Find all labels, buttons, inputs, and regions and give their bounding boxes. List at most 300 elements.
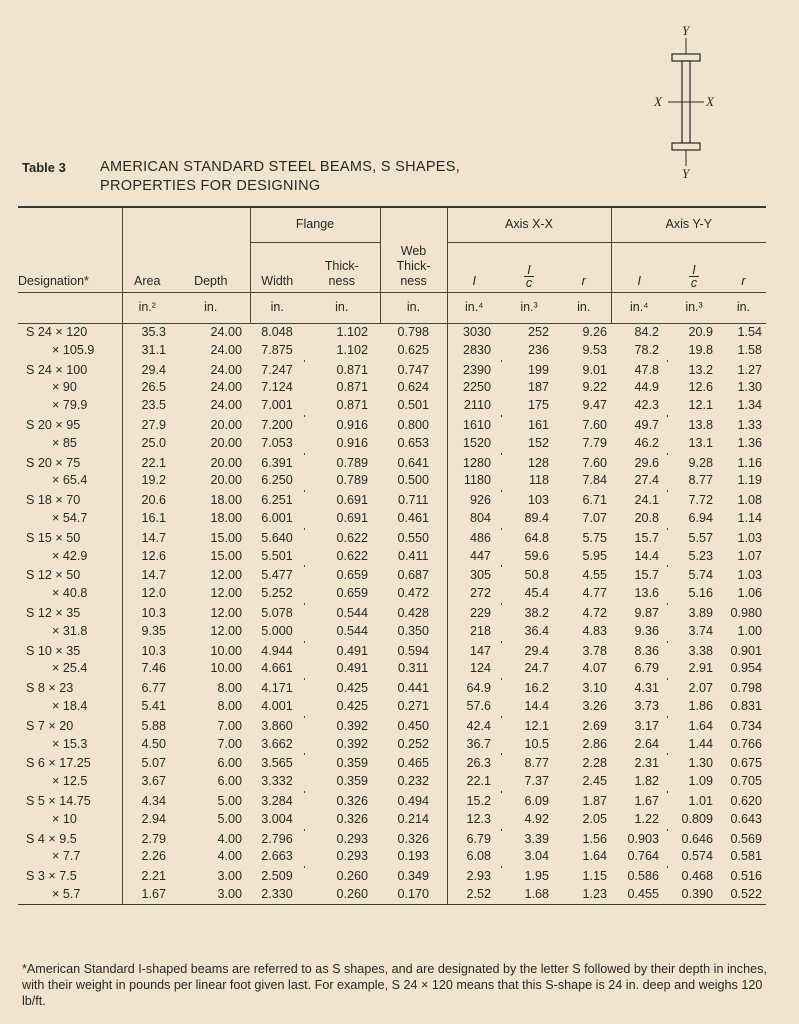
designation-cell: × 7.7 <box>18 848 122 866</box>
xx-r-cell: 2.86 <box>582 736 608 751</box>
xx-r-cell: 4.07 <box>582 661 608 676</box>
area-cell: 5.41 <box>141 698 166 713</box>
table-row <box>18 848 766 866</box>
yy-r-cell: 0.675 <box>730 756 763 771</box>
area-cell: 12.6 <box>141 548 166 563</box>
flange-width-cell: 8.048 <box>261 325 293 339</box>
yy-i-over-c-cell: 0.574 <box>681 849 714 864</box>
header-flange-width: Width <box>250 243 304 293</box>
flange-width-cell: 3.004 <box>261 811 293 826</box>
xx-i-over-c-cell: 24.7 <box>524 661 550 676</box>
flange-thickness-cell: 0.544 <box>336 605 369 620</box>
xx-i-over-c-cell: 12.1 <box>524 718 550 733</box>
area-cell: 10.3 <box>141 605 166 620</box>
table-row <box>18 755 766 773</box>
yy-r-cell: 1.30 <box>737 380 763 395</box>
flange-thickness-cell: 0.622 <box>336 548 369 563</box>
web-thickness-cell: 0.214 <box>380 811 447 829</box>
yy-i-cell: 20.8 <box>634 510 660 525</box>
designation-cell: × 15.3 <box>18 736 122 754</box>
xx-i-over-c-cell: 89.4 <box>524 510 550 525</box>
area-cell: 14.7 <box>141 568 166 583</box>
xx-r-cell: 7.60 <box>582 417 608 432</box>
yy-i-cell: 1.22 <box>634 811 660 826</box>
table-row <box>18 773 766 791</box>
unit-width: in. <box>250 293 304 324</box>
area-cell: 4.50 <box>141 736 166 751</box>
area-cell: 2.21 <box>141 869 166 884</box>
table-row <box>18 435 766 453</box>
flange-width-cell: 7.200 <box>261 417 293 432</box>
web-thickness-cell: 0.625 <box>380 342 447 360</box>
xx-r-cell: 4.72 <box>582 605 608 620</box>
table-row <box>18 793 766 811</box>
area-cell: 2.94 <box>141 811 166 826</box>
xx-r-cell: 7.07 <box>582 510 608 525</box>
xx-r-cell: 2.69 <box>582 718 608 733</box>
xx-i-over-c-cell: 38.2 <box>524 605 550 620</box>
yy-r-cell: 0.581 <box>730 849 763 864</box>
yy-r-cell: 0.980 <box>730 605 763 620</box>
header-axis-xx: Axis X-X <box>447 207 611 243</box>
xx-r-cell: 5.95 <box>582 548 608 563</box>
flange-width-cell: 6.251 <box>261 493 293 508</box>
depth-cell: 10.00 <box>210 643 242 658</box>
xx-r-cell: 9.47 <box>582 398 608 413</box>
flange-thickness-cell: 0.425 <box>336 681 369 696</box>
yy-i-over-c-cell: 5.16 <box>688 586 714 601</box>
flange-thickness-cell: 0.871 <box>336 380 369 395</box>
web-thickness-cell: 0.461 <box>380 510 447 528</box>
yy-r-cell: 0.620 <box>730 793 763 808</box>
designation-cell: S 18 × 70 <box>18 492 122 510</box>
yy-i-cell: 2.31 <box>634 756 660 771</box>
area-cell: 2.26 <box>141 849 166 864</box>
designation-cell: × 54.7 <box>18 510 122 528</box>
xx-i-cell: 1520 <box>462 435 492 450</box>
depth-cell: 24.00 <box>210 362 242 377</box>
flange-width-cell: 7.247 <box>261 362 293 377</box>
figure-label-x-left: X <box>654 94 662 109</box>
web-thickness-cell: 0.326 <box>380 831 447 849</box>
yy-r-cell: 0.954 <box>730 661 763 676</box>
depth-cell: 20.00 <box>210 455 242 470</box>
xx-i-over-c-cell: 152 <box>528 435 550 450</box>
yy-i-cell: 13.6 <box>634 586 660 601</box>
table-row <box>18 530 766 548</box>
flange-thickness-cell: 0.293 <box>336 831 369 846</box>
yy-i-cell: 47.8 <box>634 362 660 377</box>
flange-width-cell: 3.332 <box>261 774 293 789</box>
area-cell: 12.0 <box>141 586 166 601</box>
xx-i-cell: 6.08 <box>466 849 492 864</box>
depth-cell: 5.00 <box>217 811 242 826</box>
depth-cell: 7.00 <box>217 718 242 733</box>
table-row <box>18 886 766 904</box>
xx-r-cell: 7.60 <box>582 455 608 470</box>
header-yy-i: I <box>611 243 667 293</box>
xx-i-over-c-cell: 3.39 <box>524 831 550 846</box>
depth-cell: 24.00 <box>210 380 242 395</box>
designation-cell: × 5.7 <box>18 886 122 904</box>
header-yy-i-over-c: $\frac{I}{c}$ <box>667 243 721 293</box>
area-cell: 10.3 <box>141 643 166 658</box>
xx-i-over-c-cell: 7.37 <box>524 774 550 789</box>
yy-i-over-c-cell: 2.07 <box>688 681 714 696</box>
header-web-thickness: Web Thick- ness <box>380 207 447 293</box>
flange-thickness-cell: 0.425 <box>336 698 369 713</box>
xx-i-cell: 1280 <box>462 455 492 470</box>
xx-i-over-c-cell: 1.68 <box>524 886 550 901</box>
unit-depth: in. <box>172 293 250 324</box>
designation-cell: S 24 × 100 <box>18 362 122 380</box>
footnote: *American Standard I-shaped beams are referred to as S shapes, and are designated by the letter S followed by their depth in inches, with their weight in pounds per linear foot given last. For example, S 24 × 120 means that this S-shape is 24 in. deep and weighs 120 lb/ft. <box>22 962 767 1008</box>
yy-i-cell: 3.73 <box>634 698 660 713</box>
yy-r-cell: 1.27 <box>737 362 763 377</box>
header-xx-i-over-c: $\frac{I}{c}$ <box>501 243 557 293</box>
depth-cell: 10.00 <box>210 661 242 676</box>
flange-thickness-cell: 1.102 <box>336 325 369 339</box>
depth-cell: 24.00 <box>210 325 242 339</box>
flange-thickness-cell: 0.544 <box>336 623 369 638</box>
xx-i-cell: 3030 <box>462 325 492 339</box>
yy-i-cell: 44.9 <box>634 380 660 395</box>
flange-thickness-cell: 0.789 <box>336 455 369 470</box>
designation-cell: × 42.9 <box>18 548 122 566</box>
xx-r-cell: 1.87 <box>582 793 608 808</box>
header-depth: Depth <box>172 243 250 293</box>
web-thickness-cell: 0.271 <box>380 698 447 716</box>
designation-cell: S 20 × 75 <box>18 455 122 473</box>
table-number: Table 3 <box>22 160 66 175</box>
xx-r-cell: 7.84 <box>582 473 608 488</box>
flange-width-cell: 2.509 <box>261 869 293 884</box>
area-cell: 27.9 <box>141 417 166 432</box>
depth-cell: 8.00 <box>217 698 242 713</box>
yy-i-over-c-cell: 0.646 <box>681 831 714 846</box>
table-title-line-1: AMERICAN STANDARD STEEL BEAMS, S SHAPES, <box>100 159 461 175</box>
web-thickness-cell: 0.687 <box>380 567 447 585</box>
web-thickness-cell: 0.641 <box>380 455 447 473</box>
table-row <box>18 736 766 754</box>
area-cell: 5.88 <box>141 718 166 733</box>
web-thickness-cell: 0.747 <box>380 362 447 380</box>
yy-r-cell: 1.34 <box>737 398 763 413</box>
flange-width-cell: 4.661 <box>261 661 293 676</box>
yy-i-over-c-cell: 12.6 <box>688 380 714 395</box>
yy-i-over-c-cell: 1.64 <box>688 718 714 733</box>
xx-r-cell: 5.75 <box>582 530 608 545</box>
flange-width-cell: 2.796 <box>261 831 293 846</box>
yy-i-over-c-cell: 7.72 <box>688 493 714 508</box>
units-row <box>18 293 766 324</box>
flange-width-cell: 5.000 <box>261 623 293 638</box>
yy-r-cell: 1.00 <box>737 623 763 638</box>
yy-r-cell: 1.58 <box>737 342 763 357</box>
xx-r-cell: 1.23 <box>582 886 608 901</box>
table-row <box>18 831 766 849</box>
yy-i-cell: 9.87 <box>634 605 660 620</box>
xx-r-cell: 1.15 <box>582 869 608 884</box>
web-thickness-cell: 0.500 <box>380 472 447 490</box>
web-thickness-cell: 0.624 <box>380 379 447 397</box>
web-thickness-cell: 0.501 <box>380 397 447 415</box>
yy-i-cell: 9.36 <box>634 623 660 638</box>
yy-i-over-c-cell: 2.91 <box>688 661 714 676</box>
area-cell: 6.77 <box>141 681 166 696</box>
yy-r-cell: 0.766 <box>730 736 763 751</box>
designation-cell: S 3 × 7.5 <box>18 868 122 886</box>
xx-i-over-c-cell: 16.2 <box>524 681 550 696</box>
xx-r-cell: 2.45 <box>582 774 608 789</box>
flange-thickness-cell: 0.260 <box>336 869 369 884</box>
xx-i-over-c-cell: 252 <box>528 325 550 339</box>
xx-i-over-c-cell: 199 <box>528 362 550 377</box>
table-row <box>18 379 766 397</box>
designation-cell: S 8 × 23 <box>18 680 122 698</box>
area-cell: 5.07 <box>141 756 166 771</box>
yy-i-over-c-cell: 19.8 <box>688 342 714 357</box>
table-body <box>18 324 766 909</box>
xx-i-over-c-cell: 103 <box>528 493 550 508</box>
yy-i-over-c-cell: 13.8 <box>688 417 714 432</box>
depth-cell: 4.00 <box>217 849 242 864</box>
xx-i-over-c-cell: 175 <box>528 398 550 413</box>
header-flange-thickness: Thick- ness <box>304 243 380 293</box>
xx-i-over-c-cell: 118 <box>528 473 550 488</box>
depth-cell: 7.00 <box>217 736 242 751</box>
table-row <box>18 605 766 623</box>
yy-i-cell: 84.2 <box>634 325 660 339</box>
xx-i-cell: 147 <box>470 643 492 658</box>
area-cell: 22.1 <box>141 455 166 470</box>
designation-cell: S 15 × 50 <box>18 530 122 548</box>
flange-width-cell: 6.001 <box>261 510 293 525</box>
area-cell: 1.67 <box>141 886 166 901</box>
table-row <box>18 455 766 473</box>
flange-width-cell: 4.001 <box>261 698 293 713</box>
table-row <box>18 680 766 698</box>
designation-cell: S 12 × 50 <box>18 567 122 585</box>
yy-i-over-c-cell: 1.09 <box>688 774 714 789</box>
figure-label-y-top: Y <box>682 24 690 38</box>
web-thickness-cell: 0.252 <box>380 736 447 754</box>
xx-i-cell: 486 <box>470 530 492 545</box>
steel-beam-table <box>18 206 766 909</box>
flange-width-cell: 5.501 <box>261 548 293 563</box>
xx-r-cell: 9.22 <box>582 380 608 395</box>
yy-i-cell: 4.31 <box>634 681 660 696</box>
designation-cell: × 79.9 <box>18 397 122 415</box>
yy-i-cell: 6.79 <box>634 661 660 676</box>
yy-r-cell: 1.54 <box>737 325 763 339</box>
yy-i-cell: 27.4 <box>634 473 660 488</box>
area-cell: 9.35 <box>141 623 166 638</box>
table-row <box>18 417 766 435</box>
depth-cell: 8.00 <box>217 681 242 696</box>
table-row <box>18 585 766 603</box>
i-beam-axis-figure <box>638 24 738 180</box>
depth-cell: 18.00 <box>210 493 242 508</box>
xx-i-over-c-cell: 4.92 <box>524 811 550 826</box>
xx-r-cell: 9.53 <box>582 342 608 357</box>
flange-thickness-cell: 0.916 <box>336 435 369 450</box>
depth-cell: 12.00 <box>210 586 242 601</box>
xx-r-cell: 7.79 <box>582 435 608 450</box>
web-thickness-cell: 0.798 <box>380 324 447 342</box>
unit-xx-r: in. <box>557 293 611 324</box>
unit-xx-i: in.⁴ <box>447 293 501 324</box>
yy-i-cell: 2.64 <box>634 736 660 751</box>
yy-i-over-c-cell: 3.74 <box>688 623 714 638</box>
depth-cell: 24.00 <box>210 398 242 413</box>
yy-i-cell: 24.1 <box>634 493 660 508</box>
table-row <box>18 718 766 736</box>
yy-r-cell: 1.03 <box>737 530 763 545</box>
flange-thickness-cell: 0.871 <box>336 362 369 377</box>
yy-i-over-c-cell: 13.1 <box>688 435 714 450</box>
xx-r-cell: 1.64 <box>582 849 608 864</box>
table-row <box>18 324 766 342</box>
xx-r-cell: 3.10 <box>582 681 608 696</box>
xx-i-over-c-cell: 36.4 <box>524 623 550 638</box>
xx-i-cell: 124 <box>470 661 492 676</box>
yy-i-over-c-cell: 1.30 <box>688 756 714 771</box>
xx-i-cell: 42.4 <box>466 718 492 733</box>
area-cell: 16.1 <box>141 510 166 525</box>
designation-cell: S 20 × 95 <box>18 417 122 435</box>
web-thickness-cell: 0.411 <box>380 548 447 566</box>
table-row <box>18 811 766 829</box>
flange-width-cell: 6.250 <box>261 473 293 488</box>
depth-cell: 15.00 <box>210 548 242 563</box>
depth-cell: 4.00 <box>217 831 242 846</box>
table-title-block <box>22 158 582 196</box>
web-thickness-cell: 0.594 <box>380 643 447 661</box>
xx-i-over-c-cell: 128 <box>528 455 550 470</box>
flange-thickness-cell: 0.789 <box>336 473 369 488</box>
yy-i-over-c-cell: 1.44 <box>688 736 714 751</box>
flange-width-cell: 7.001 <box>261 398 293 413</box>
table-row <box>18 567 766 585</box>
flange-width-cell: 3.284 <box>261 793 293 808</box>
area-cell: 23.5 <box>141 398 166 413</box>
figure-label-y-bottom: Y <box>682 166 690 180</box>
area-cell: 25.0 <box>141 435 166 450</box>
table-row <box>18 623 766 641</box>
xx-i-cell: 15.2 <box>466 793 492 808</box>
yy-i-cell: 15.7 <box>634 568 660 583</box>
yy-i-cell: 0.903 <box>627 831 660 846</box>
web-thickness-cell: 0.311 <box>380 660 447 678</box>
yy-i-cell: 0.764 <box>627 849 660 864</box>
flange-width-cell: 5.252 <box>261 586 293 601</box>
web-thickness-cell: 0.170 <box>380 886 447 904</box>
flange-width-cell: 7.875 <box>261 342 293 357</box>
unit-yy-i-over-c: in.³ <box>667 293 721 324</box>
area-cell: 3.67 <box>141 774 166 789</box>
yy-r-cell: 0.734 <box>730 718 763 733</box>
depth-cell: 12.00 <box>210 605 242 620</box>
yy-i-cell: 1.82 <box>634 774 660 789</box>
xx-r-cell: 4.77 <box>582 586 608 601</box>
designation-cell: × 18.4 <box>18 698 122 716</box>
yy-i-over-c-cell: 1.01 <box>688 793 714 808</box>
flange-width-cell: 4.944 <box>261 643 293 658</box>
yy-r-cell: 1.33 <box>737 417 763 432</box>
table-row <box>18 362 766 380</box>
depth-cell: 15.00 <box>210 530 242 545</box>
flange-thickness-cell: 0.871 <box>336 398 369 413</box>
designation-cell: S 6 × 17.25 <box>18 755 122 773</box>
web-thickness-cell: 0.494 <box>380 793 447 811</box>
xx-r-cell: 2.28 <box>582 756 608 771</box>
table-row <box>18 397 766 415</box>
flange-width-cell: 5.477 <box>261 568 293 583</box>
flange-thickness-cell: 0.359 <box>336 756 369 771</box>
flange-thickness-cell: 0.659 <box>336 586 369 601</box>
table-row <box>18 698 766 716</box>
xx-i-over-c-cell: 59.6 <box>524 548 550 563</box>
yy-r-cell: 1.03 <box>737 568 763 583</box>
yy-i-cell: 14.4 <box>634 548 660 563</box>
area-cell: 35.3 <box>141 325 166 339</box>
yy-i-over-c-cell: 0.468 <box>681 869 714 884</box>
flange-thickness-cell: 0.326 <box>336 793 369 808</box>
flange-width-cell: 2.330 <box>261 886 293 901</box>
designation-cell: × 12.5 <box>18 773 122 791</box>
xx-i-over-c-cell: 3.04 <box>524 849 550 864</box>
area-cell: 26.5 <box>141 380 166 395</box>
xx-i-cell: 2.52 <box>466 886 492 901</box>
yy-i-over-c-cell: 3.89 <box>688 605 714 620</box>
xx-i-cell: 2830 <box>462 342 492 357</box>
yy-i-over-c-cell: 5.74 <box>688 568 714 583</box>
depth-cell: 20.00 <box>210 473 242 488</box>
xx-r-cell: 3.26 <box>582 698 608 713</box>
web-thickness-cell: 0.350 <box>380 623 447 641</box>
depth-cell: 20.00 <box>210 435 242 450</box>
header-area: Area <box>134 274 161 288</box>
xx-i-over-c-cell: 14.4 <box>524 698 550 713</box>
area-cell: 20.6 <box>141 493 166 508</box>
yy-i-over-c-cell: 6.94 <box>688 510 714 525</box>
area-cell: 29.4 <box>141 362 166 377</box>
flange-width-cell: 7.053 <box>261 435 293 450</box>
yy-r-cell: 1.07 <box>737 548 763 563</box>
yy-i-over-c-cell: 5.57 <box>688 530 714 545</box>
xx-i-cell: 1610 <box>462 417 492 432</box>
designation-cell: S 12 × 35 <box>18 605 122 623</box>
flange-thickness-cell: 0.293 <box>336 849 369 864</box>
designation-cell: × 85 <box>18 435 122 453</box>
flange-thickness-cell: 0.392 <box>336 736 369 751</box>
unit-xx-i-over-c: in.³ <box>501 293 557 324</box>
table-row <box>18 548 766 566</box>
table-row <box>18 643 766 661</box>
flange-width-cell: 3.860 <box>261 718 293 733</box>
yy-i-cell: 15.7 <box>634 530 660 545</box>
designation-cell: × 31.8 <box>18 623 122 641</box>
xx-i-cell: 218 <box>470 623 492 638</box>
designation-cell: S 5 × 14.75 <box>18 793 122 811</box>
xx-i-over-c-cell: 10.5 <box>524 736 550 751</box>
flange-thickness-cell: 0.691 <box>336 493 369 508</box>
depth-cell: 3.00 <box>217 869 242 884</box>
web-thickness-cell: 0.193 <box>380 848 447 866</box>
area-cell: 19.2 <box>141 473 166 488</box>
xx-i-cell: 6.79 <box>466 831 492 846</box>
